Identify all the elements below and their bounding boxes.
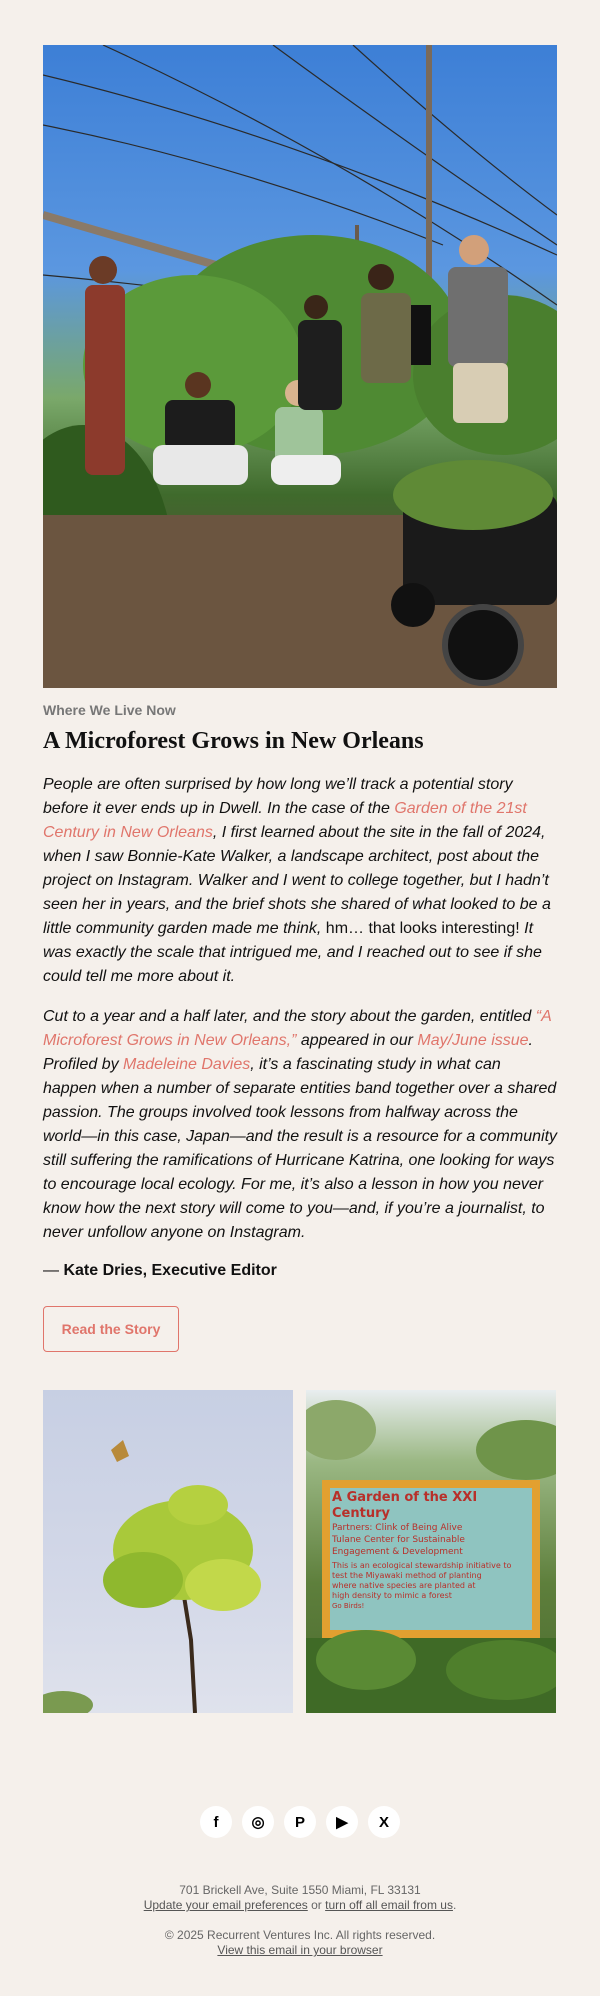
sapling-illustration xyxy=(43,1390,293,1713)
read-story-button[interactable]: Read the Story xyxy=(43,1306,179,1352)
intro-paragraph-2: Cut to a year and a half later, and the story about the garden, entitled “A Microforest Grows in New Orleans,” appeared in our May/June issue. Profiled by Madeleine Davies, it’s a fascinating study in what can happen when a number of separate entities band together over a shared passion. The groups involved took lessons from halfway across the world—in this case, Japan—and the result is a resource for a community still suffering the ramifications of Hurricane Katrina, one looking for ways to encourage local ecology. For me, it’s also a lesson in how you never know how the next story will come to you—and, if you’re a journalist, to never unfollow anyone on Instagram. xyxy=(43,1008,558,1241)
x-icon[interactable]: X xyxy=(368,1806,400,1838)
sign-text: A Garden of the XXI Century Partners: Clink of Being Alive Tulane Center for Sustainable Engagement & Development This is an ecological stewardship initiative to test the Miyawaki method of planting where native species are planted at high density to mimic a forest Go Birds! xyxy=(332,1490,512,1610)
footer-preferences: Update your email preferences or turn off all email from us. xyxy=(143,1898,457,1912)
hero-illustration xyxy=(43,45,557,688)
intro-paragraph-1: People are often surprised by how long we’ll track a potential story before it ever ends up in Dwell. In the case of the Garden of the 21st Century in New Orleans, I first learned about the site in the fall of 2024, when I saw Bonnie-Kate Walker, a landscape architect, post about the project on Instagram. Walker and I went to college together, but I hadn’t seen her in years, and the brief shots she shared of what looked to be a little community garden made me think, hm… that looks interesting! It was exactly the scale that intrigued me, and I reached out to see if she could tell me more about it. xyxy=(43,776,551,985)
hero-photo[interactable] xyxy=(43,45,557,688)
article-headline: A Microforest Grows in New Orleans xyxy=(43,728,424,754)
fence-rail xyxy=(43,215,233,270)
garden-sign-photo[interactable] xyxy=(306,1390,556,1713)
story-link[interactable]: “A Microforest Grows in New Orleans,” xyxy=(43,1008,552,1049)
plant-cuttings xyxy=(393,460,553,530)
issue-link[interactable]: May/June issue xyxy=(417,1032,529,1049)
footer-address: 701 Brickell Ave, Suite 1550 Miami, FL 33131 xyxy=(179,1883,421,1897)
editor-signature: — Kate Dries, Executive Editor xyxy=(43,1262,277,1279)
view-in-browser-link[interactable]: View this email in your browser xyxy=(217,1943,383,1957)
author-link[interactable]: Madeleine Davies xyxy=(123,1056,251,1073)
footer-browser xyxy=(0,1943,600,1958)
footer-copyright: © 2025 Recurrent Ventures Inc. All rights reserved. xyxy=(164,1928,436,1942)
unsubscribe-link[interactable]: turn off all email from us xyxy=(325,1898,453,1912)
person-1 xyxy=(85,256,125,475)
pinterest-icon[interactable]: P xyxy=(284,1806,316,1838)
sapling-trunk xyxy=(183,1590,195,1713)
section-eyebrow: Where We Live Now xyxy=(43,702,176,718)
social-links xyxy=(0,1806,600,1840)
youtube-icon[interactable]: ▶ xyxy=(326,1806,358,1838)
butterfly xyxy=(111,1440,129,1462)
instagram-icon[interactable]: ◎ xyxy=(242,1806,274,1838)
sapling-photo[interactable] xyxy=(43,1390,293,1713)
facebook-icon[interactable]: f xyxy=(200,1806,232,1838)
email-preferences-link[interactable]: Update your email preferences xyxy=(143,1898,308,1912)
person-6 xyxy=(448,235,508,423)
garden-link[interactable]: Garden of the 21st Century in New Orleans xyxy=(43,800,527,841)
